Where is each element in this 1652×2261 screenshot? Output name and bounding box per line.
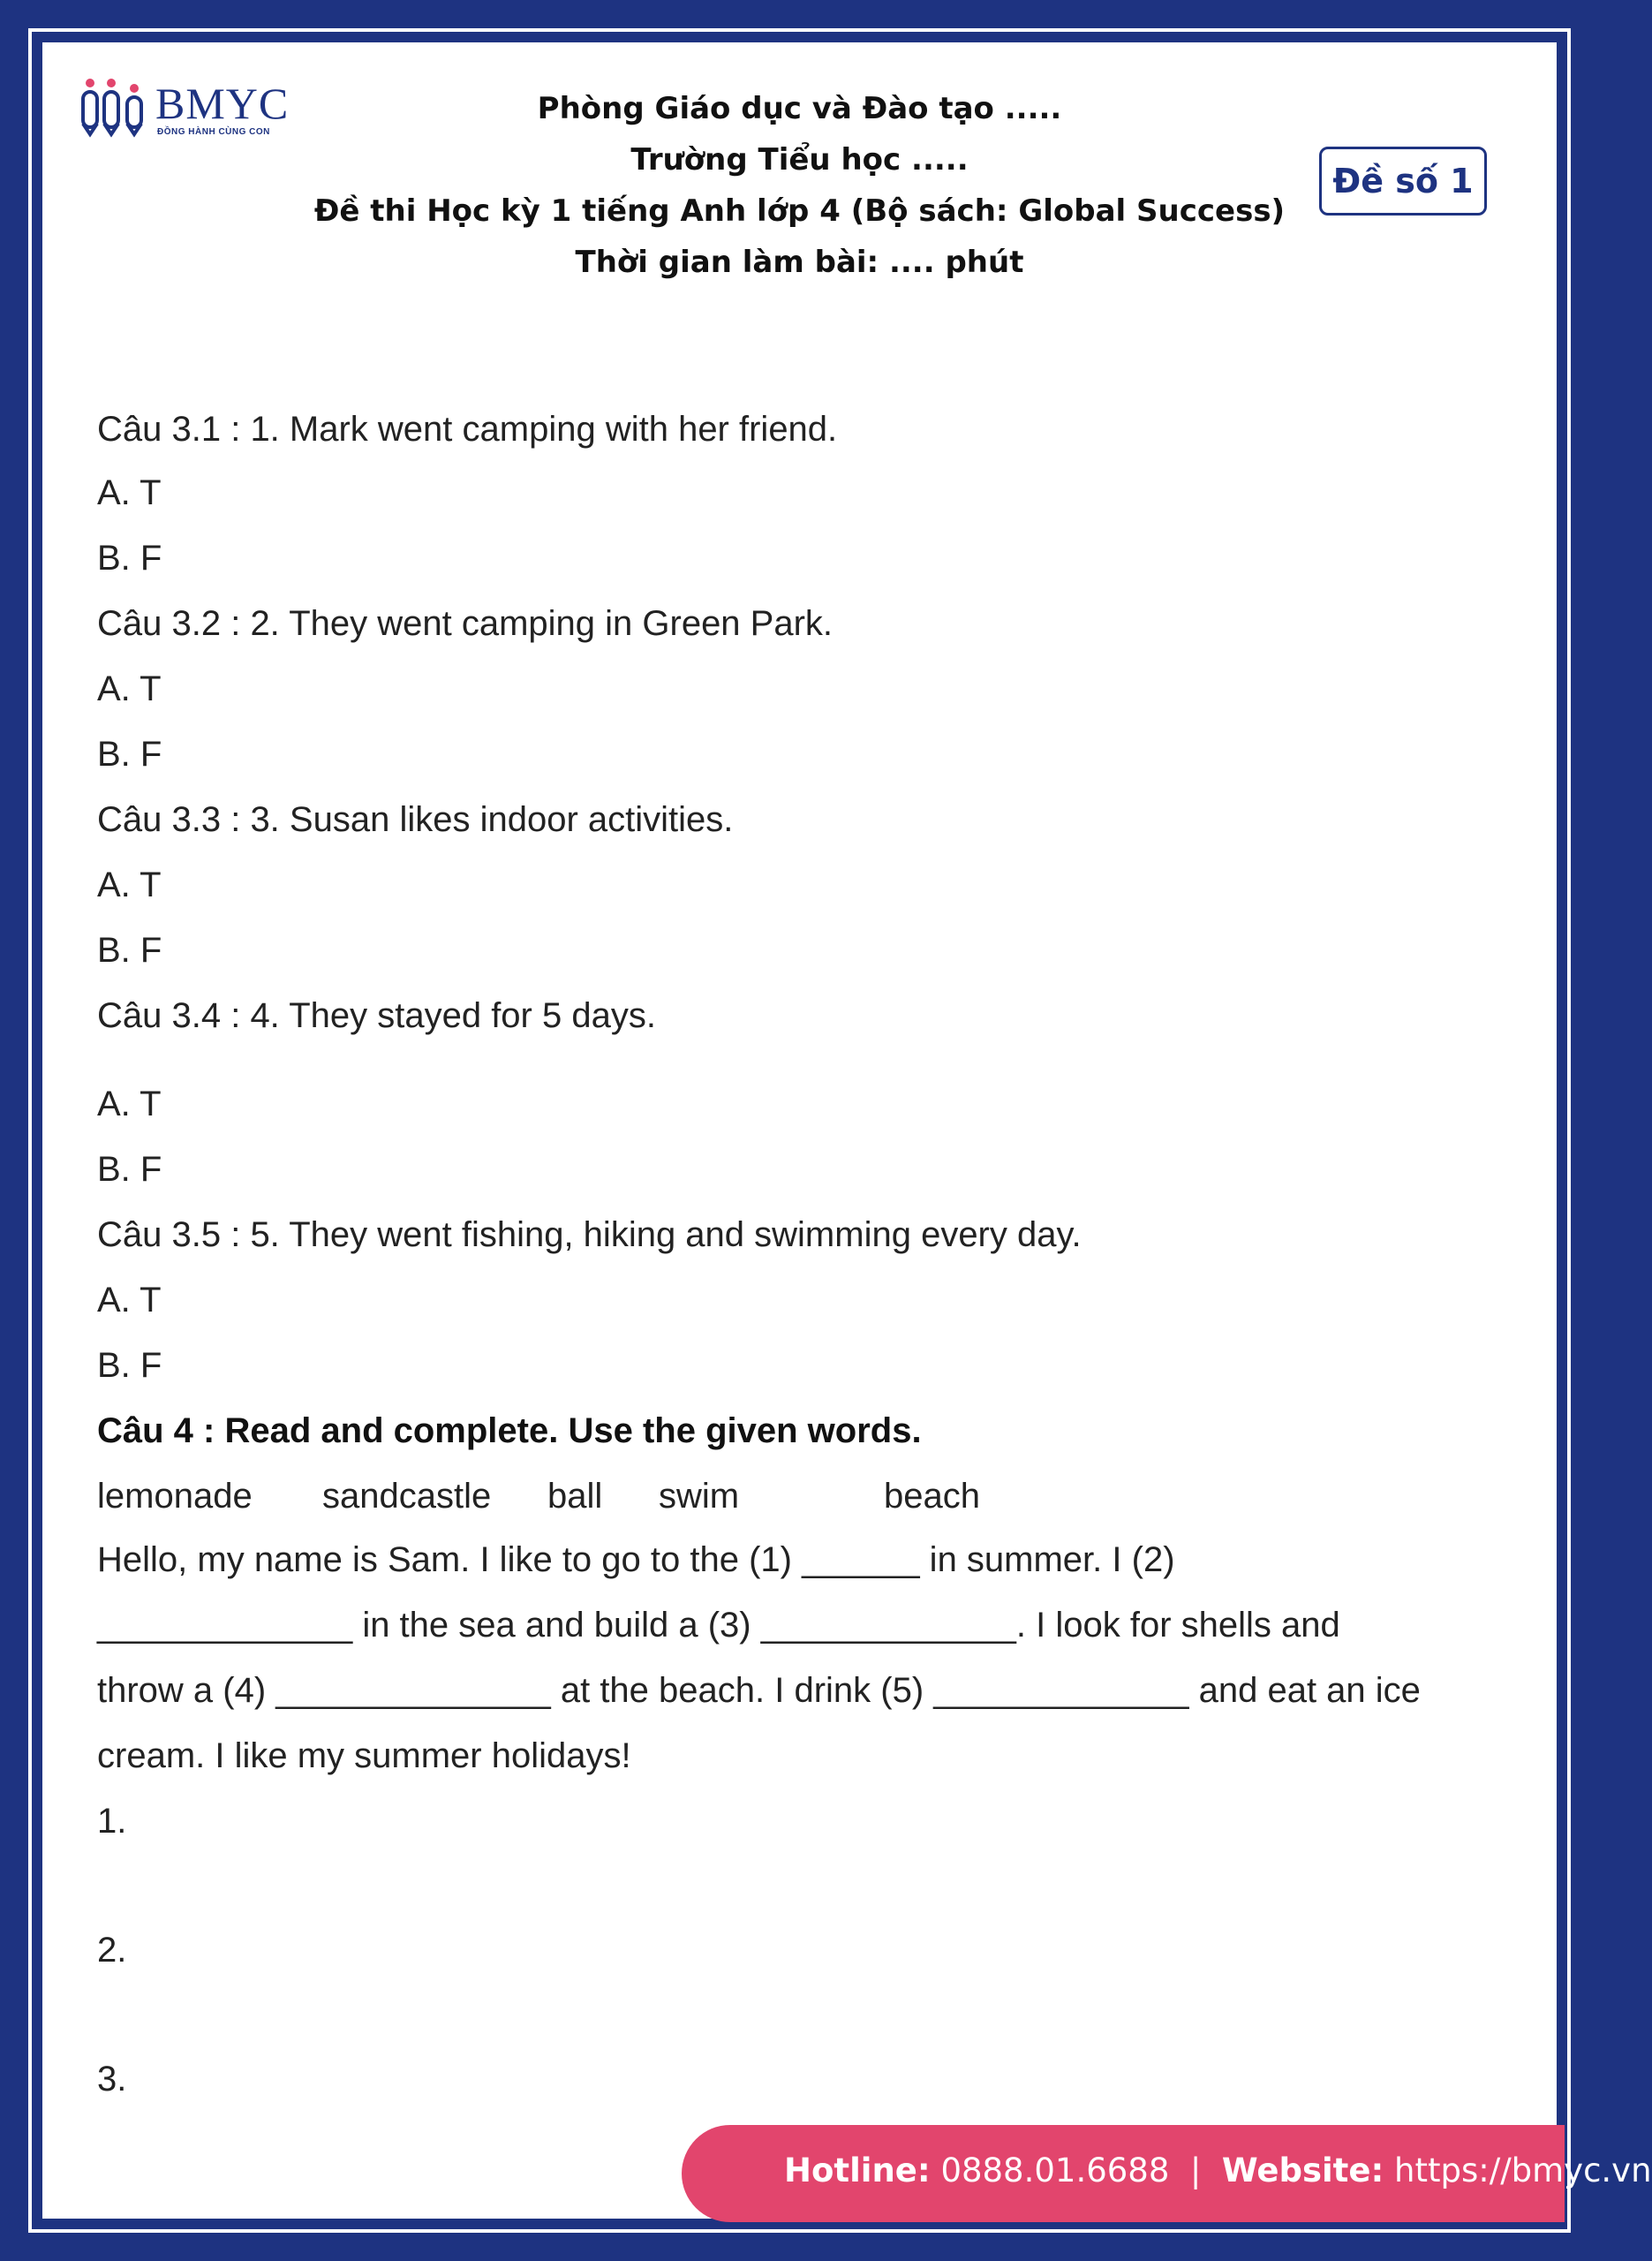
answer-line: 1. <box>97 1802 127 1841</box>
footer-separator: | <box>1189 2151 1202 2189</box>
question-4-title: Câu 4 : Read and complete. Use the given words. <box>97 1411 922 1450</box>
answer-option: A. T <box>97 1281 162 1320</box>
answer-option: A. T <box>97 669 162 708</box>
logo-tagline: ĐỒNG HÀNH CÙNG CON <box>157 127 270 137</box>
passage-line: cream. I like my summer holidays! <box>97 1736 631 1775</box>
passage-line: _____________ in the sea and build a (3) _____________. I look for shells and <box>97 1606 1340 1645</box>
answer-option: B. F <box>97 539 162 578</box>
answer-option: B. F <box>97 735 162 774</box>
question-stem: Câu 3.5 : 5. They went fishing, hiking and swimming every day. <box>97 1215 1082 1254</box>
word-bank-item: sandcastle <box>322 1477 492 1516</box>
answer-option: B. F <box>97 1150 162 1189</box>
answer-option: B. F <box>97 931 162 970</box>
answer-line: 2. <box>97 1931 127 1970</box>
header-duration: Thời gian làm bài: .... phút <box>575 245 1024 280</box>
word-bank <box>97 1475 980 1517</box>
answer-option: A. T <box>97 866 162 904</box>
question-stem: Câu 3.2 : 2. They went camping in Green Park. <box>97 604 834 643</box>
footer-contact <box>784 2149 1652 2193</box>
website-link[interactable]: https://bmyc.vn <box>1394 2151 1652 2189</box>
word-bank-item: swim <box>659 1477 740 1516</box>
exam-number-badge: Đề số 1 <box>1319 147 1487 216</box>
answer-line: 3. <box>97 2060 127 2098</box>
hotline-label: Hotline: <box>784 2151 931 2189</box>
hotline-number[interactable]: 0888.01.6688 <box>940 2151 1170 2189</box>
exam-page <box>42 42 1557 2219</box>
header-school: Trường Tiểu học ..... <box>630 142 969 178</box>
question-stem: Câu 3.3 : 3. Susan likes indoor activities. <box>97 800 734 839</box>
logo-name: BMYC <box>155 79 290 128</box>
word-bank-item: ball <box>547 1477 603 1516</box>
word-bank-item: lemonade <box>97 1477 253 1516</box>
passage-line: throw a (4) ______________ at the beach. I drink (5) _____________ and eat an ice <box>97 1671 1421 1710</box>
word-bank-item: beach <box>884 1477 980 1516</box>
website-label: Website: <box>1221 2151 1384 2189</box>
passage-line: Hello, my name is Sam. I like to go to the (1) ______ in summer. I (2) <box>97 1540 1175 1579</box>
answer-option: A. T <box>97 1085 162 1123</box>
header-department: Phòng Giáo dục và Đào tạo ..... <box>537 91 1062 126</box>
answer-option: B. F <box>97 1346 162 1385</box>
question-stem: Câu 3.4 : 4. They stayed for 5 days. <box>97 996 656 1035</box>
question-stem: Câu 3.1 : 1. Mark went camping with her friend. <box>97 410 838 449</box>
answer-option: A. T <box>97 473 162 512</box>
header-exam-title: Đề thi Học kỳ 1 tiếng Anh lớp 4 (Bộ sách: Global Success) <box>313 193 1286 229</box>
